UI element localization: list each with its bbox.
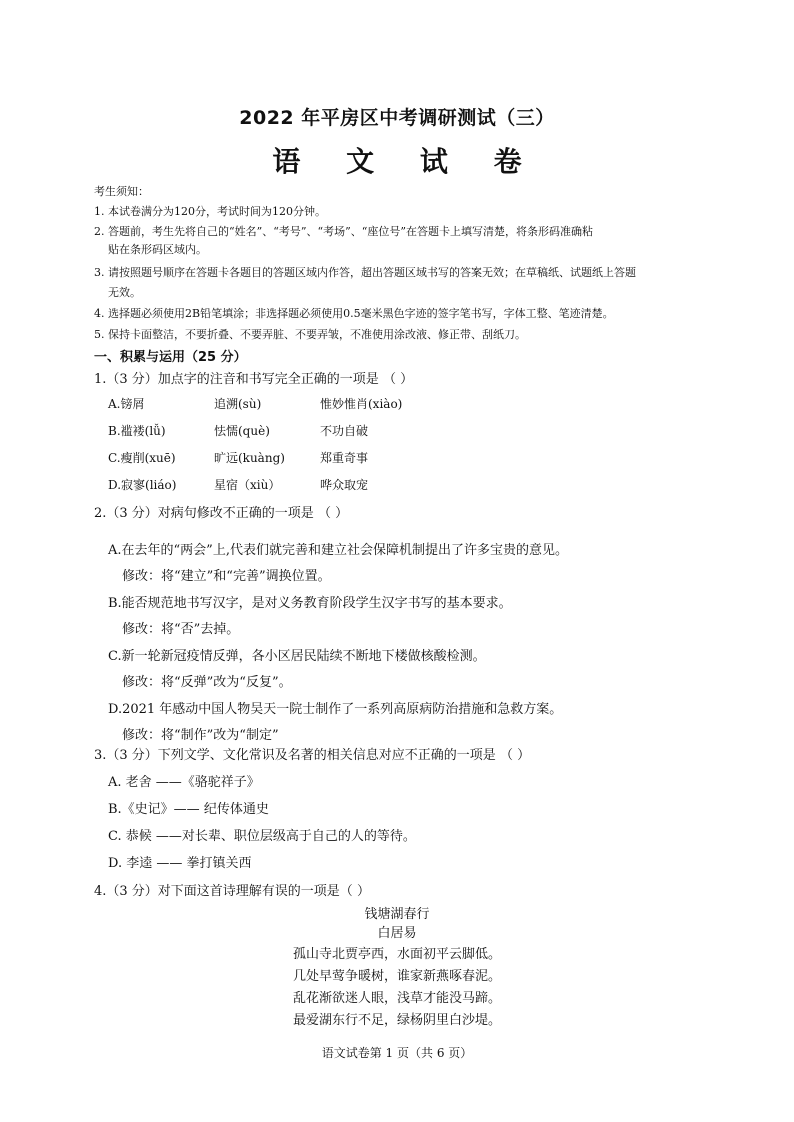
question-3-option: B.《史记》—— 纪传体通史 <box>108 802 269 817</box>
poem-title: 钱塘湖春行 <box>364 907 430 922</box>
notice-item: 无效。 <box>108 286 141 299</box>
question-2-fix: 修改：将“反弹”改为“反复”。 <box>122 675 292 690</box>
question-3-option: D. 李逵 —— 拳打镇关西 <box>108 856 252 871</box>
question-2-fix: 修改：将“制作”改为“制定” <box>122 728 279 743</box>
page-footer: 语文试卷第 1 页（共 6 页） <box>321 1046 473 1060</box>
question-2-option: D.2021 年感动中国人物吴天一院士制作了一系列高原病防治措施和急救方案。 <box>108 702 563 717</box>
exam-title: 2022 年平房区中考调研测试（三） <box>239 107 555 129</box>
poem-author: 白居易 <box>377 926 417 941</box>
question-1-option-row <box>108 395 628 412</box>
question-2-stem: 2.（3 分）对病句修改不正确的一项是 （ ） <box>94 506 349 521</box>
poem-line: 乱花渐欲迷人眼，浅草才能没马蹄。 <box>292 991 501 1006</box>
notice-item: 2. 答题前，考生先将自己的“姓名”、“考号”、“考场”、“座位号”在答题卡上填写清楚，将条形码准确粘 <box>94 225 593 238</box>
question-2-fix: 修改：将“否”去掉。 <box>122 622 240 637</box>
question-1-stem: 1.（3 分）加点字的注音和书写完全正确的一项是 （ ） <box>94 372 414 387</box>
question-2-option: C.新一轮新冠疫情反弹，各小区居民陆续不断地下楼做核酸检测。 <box>108 649 486 664</box>
question-2-fix: 修改：将“建立”和“完善”调换位置。 <box>122 569 331 584</box>
question-1-option-row <box>108 476 628 493</box>
option-cell: 郑重奇事 <box>320 451 369 465</box>
question-1-option-row <box>108 422 628 439</box>
option-cell: 怯懦(què) <box>214 424 270 438</box>
notice-item: 贴在条形码区域内。 <box>108 243 207 256</box>
option-cell: 哗众取宠 <box>320 478 369 492</box>
option-cell: 惟妙惟肖(xiào) <box>320 397 403 411</box>
option-cell: B.褴褛(lǚ) <box>108 424 166 438</box>
option-cell: A.镑屑 <box>108 397 145 411</box>
question-2-option: A.在去年的“两会”上,代表们就完善和建立社会保障机制提出了许多宝贵的意见。 <box>108 543 568 558</box>
option-cell: D.寂寥(liáo) <box>108 478 177 492</box>
option-cell: 不功自破 <box>320 424 369 438</box>
notice-item: 1. 本试卷满分为120分，考试时间为120分钟。 <box>94 205 326 218</box>
question-3-stem: 3.（3 分）下列文学、文化常识及名著的相关信息对应不正确的一项是 （ ） <box>94 748 531 763</box>
notice-item: 5. 保持卡面整洁，不要折叠、不要弄脏、不要弄皱，不准使用涂改液、修正带、刮纸刀。 <box>94 328 526 341</box>
poem-line: 几处早莺争暖树，谁家新燕啄春泥。 <box>292 969 501 984</box>
question-4-stem: 4.（3 分）对下面这首诗理解有误的一项是（ ） <box>94 884 370 899</box>
question-1-option-row <box>108 449 628 466</box>
section-heading: 一、积累与运用（25 分） <box>94 350 247 365</box>
notice-item: 4. 选择题必须使用2B铅笔填涂；非选择题必须使用0.5毫米黑色字迹的签字笔书写，字体工整、笔迹清楚。 <box>94 307 614 320</box>
question-3-option: C. 恭候 ——对长辈、职位层级高于自己的人的等待。 <box>108 829 416 844</box>
option-cell: 追溯(sù) <box>214 397 262 411</box>
question-2-option: B.能否规范地书写汉字，是对义务教育阶段学生汉字书写的基本要求。 <box>108 596 512 611</box>
exam-subtitle: 语 文 试 卷 <box>272 145 540 178</box>
notice-item: 3. 请按照题号顺序在答题卡各题目的答题区域内作答，超出答题区域书写的答案无效；在草稿纸、试题纸上答题 <box>94 266 636 279</box>
option-cell: 旷远(kuàng) <box>214 451 285 465</box>
option-cell: C.瘦削(xuē) <box>108 451 176 465</box>
notice-heading: 考生须知： <box>94 185 149 198</box>
poem-line: 最爱湖东行不足，绿杨阴里白沙堤。 <box>292 1013 501 1028</box>
question-3-option: A. 老舍 ——《骆驼祥子》 <box>108 775 260 790</box>
option-cell: 星宿（xiù） <box>214 478 281 492</box>
poem-line: 孤山寺北贾亭西，水面初平云脚低。 <box>292 947 501 962</box>
